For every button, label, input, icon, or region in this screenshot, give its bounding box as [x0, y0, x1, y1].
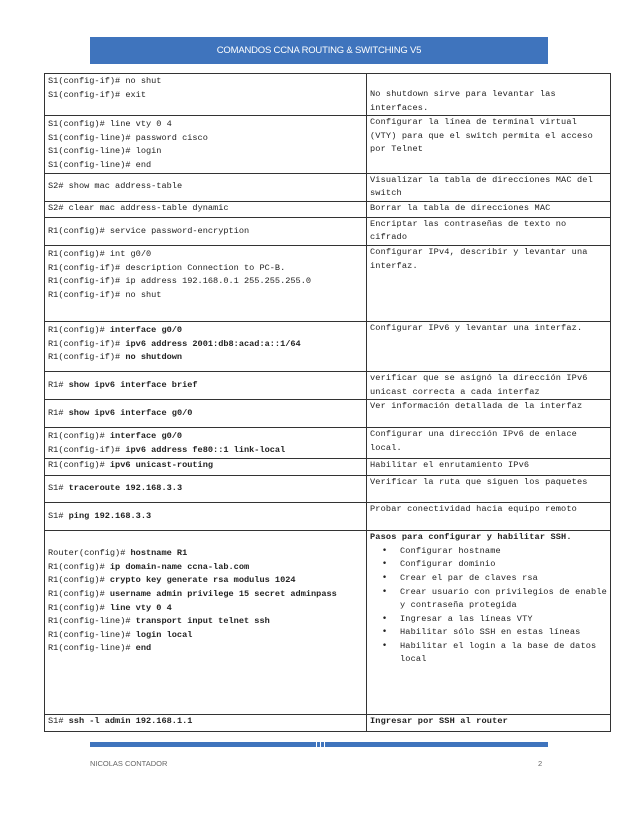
page-title: COMANDOS CCNA ROUTING & SWITCHING V5 [216, 45, 422, 56]
command-line: R1(config-line)# login local [48, 629, 193, 640]
table-row [45, 400, 611, 428]
command-line: R1(config)# ip domain-name ccna-lab.com [48, 561, 250, 572]
list-item: • Ingresar a las líneas VTY [392, 613, 607, 627]
command-cell [45, 531, 367, 715]
list-item: • Configurar hostname [392, 545, 607, 559]
table-row [45, 74, 611, 116]
command-line: R1(config)# username admin privilege 15 secret adminpass [48, 588, 337, 599]
description-text: Ingresar por SSH al router [370, 716, 508, 727]
description-text: Verificar la ruta que siguen los paquetes [370, 477, 588, 488]
command-line: R1(config-if)# no shutdown [48, 352, 183, 363]
description-cell [367, 173, 611, 201]
list-item: • Habilitar sólo SSH en estas líneas [392, 626, 607, 640]
command-cell [45, 428, 367, 459]
command-cell [45, 173, 367, 201]
description-text: Probar conectividad hacia equipo remoto [370, 504, 577, 515]
table-row [45, 715, 611, 732]
table-row [45, 116, 611, 173]
description-cell [367, 459, 611, 476]
command-cell [45, 116, 367, 173]
description-text: Configurar IPv6 y levantar una interfaz. [370, 322, 583, 333]
description-text: Ver información detallada de la interfaz [370, 401, 583, 412]
description-text: No shutdown sirve para levantar las interfaces. [370, 89, 556, 113]
table-row [45, 531, 611, 715]
command-line: R1# show ipv6 interface brief [48, 379, 198, 390]
footer-divider [90, 742, 548, 747]
command-line: R1(config)# interface g0/0 [48, 431, 183, 442]
list-item: • Crear usuario con privilegios de enable y contraseña protegida [392, 586, 607, 613]
command-line: S1(config-line)# end [48, 159, 152, 170]
description-cell [367, 245, 611, 321]
description-cell [367, 116, 611, 173]
list-item: • Habilitar el login a la base de datos local [392, 640, 607, 667]
command-cell [45, 503, 367, 531]
command-line: R1(config)# int g0/0 [48, 248, 152, 259]
command-line: R1(config-if)# description Connection to PC-B. [48, 262, 286, 273]
description-text: Borrar la tabla de direcciones MAC [370, 202, 551, 213]
list-item: • Crear el par de claves rsa [392, 572, 607, 586]
command-line: S1(config-line)# password cisco [48, 132, 208, 143]
description-cell [367, 503, 611, 531]
description-text: Configurar una dirección IPv6 de enlace local. [370, 429, 577, 453]
description-cell [367, 715, 611, 732]
command-line: R1(config)# line vty 0 4 [48, 602, 172, 613]
ssh-steps-title: Pasos para configurar y habilitar SSH. [370, 532, 572, 543]
description-cell [367, 201, 611, 217]
command-line: R1(config)# crypto key generate rsa modulus 1024 [48, 575, 296, 586]
description-text: Habilitar el enrutamiento IPv6 [370, 460, 530, 471]
table-row [45, 371, 611, 399]
description-text: Configurar la línea de terminal virtual (VTY) para que el switch permita el acceso por Telnet [370, 117, 593, 155]
table-row [45, 459, 611, 476]
command-cell [45, 715, 367, 732]
table-row [45, 201, 611, 217]
command-cell [45, 321, 367, 371]
table-row [45, 321, 611, 371]
command-line: R1(config-line)# end [48, 643, 152, 654]
description-cell [367, 400, 611, 428]
description-cell [367, 428, 611, 459]
ssh-steps-list [370, 545, 607, 667]
command-line: R1(config-line)# transport input telnet ssh [48, 616, 270, 627]
command-cell [45, 217, 367, 245]
page-header-bar [90, 37, 548, 64]
command-line: R1(config)# ipv6 unicast-routing [48, 460, 214, 471]
list-item: • Configurar dominio [392, 558, 607, 572]
commands-table [44, 73, 611, 732]
table-row [45, 476, 611, 503]
command-line: R1(config-if)# ip address 192.168.0.1 255.255.255.0 [48, 276, 312, 287]
command-line: S2# clear mac address-table dynamic [48, 202, 229, 213]
command-line: Router(config)# hostname R1 [48, 548, 188, 559]
page-number: 2 [538, 759, 543, 768]
command-line: R1(config-if)# no shut [48, 289, 162, 300]
description-text: Encriptar las contraseñas de texto no cifrado [370, 218, 567, 243]
command-line: S1(config-line)# login [48, 146, 162, 157]
table-row [45, 173, 611, 201]
command-line: R1(config)# service password-encryption [48, 225, 250, 236]
command-cell [45, 371, 367, 399]
command-line: R1(config-if)# ipv6 address fe80::1 link-local [48, 444, 286, 455]
command-cell [45, 74, 367, 116]
table-row [45, 245, 611, 321]
description-cell [367, 74, 611, 116]
command-cell [45, 459, 367, 476]
command-line: R1# show ipv6 interface g0/0 [48, 407, 193, 418]
description-cell [367, 531, 611, 715]
footer-author: NICOLAS CONTADOR [90, 759, 168, 768]
command-cell [45, 245, 367, 321]
table-row [45, 503, 611, 531]
table-row [45, 217, 611, 245]
command-line: S1(config)# line vty 0 4 [48, 119, 172, 130]
command-line: S1(config-if)# exit [48, 89, 146, 100]
command-line: R1(config)# interface g0/0 [48, 324, 183, 335]
description-cell [367, 217, 611, 245]
command-line: S1(config-if)# no shut [48, 76, 162, 86]
description-text: Configurar IPv4, describir y levantar una interfaz. [370, 246, 588, 271]
command-line: R1(config-if)# ipv6 address 2001:db8:acad:a::1/64 [48, 338, 301, 349]
command-line: S1# traceroute 192.168.3.3 [48, 483, 183, 494]
command-line: S1# ping 192.168.3.3 [48, 510, 152, 521]
description-text: Visualizar la tabla de direcciones MAC del switch [370, 174, 593, 199]
description-cell [367, 476, 611, 503]
command-line: S1# ssh -l admin 192.168.1.1 [48, 716, 193, 727]
description-cell [367, 371, 611, 399]
table-row [45, 428, 611, 459]
command-line: S2# show mac address-table [48, 181, 183, 192]
description-cell [367, 321, 611, 371]
description-text: verificar que se asignó la dirección IPv6 unicast correcta a cada interfaz [370, 372, 588, 397]
command-cell [45, 476, 367, 503]
command-cell [45, 400, 367, 428]
command-cell [45, 201, 367, 217]
